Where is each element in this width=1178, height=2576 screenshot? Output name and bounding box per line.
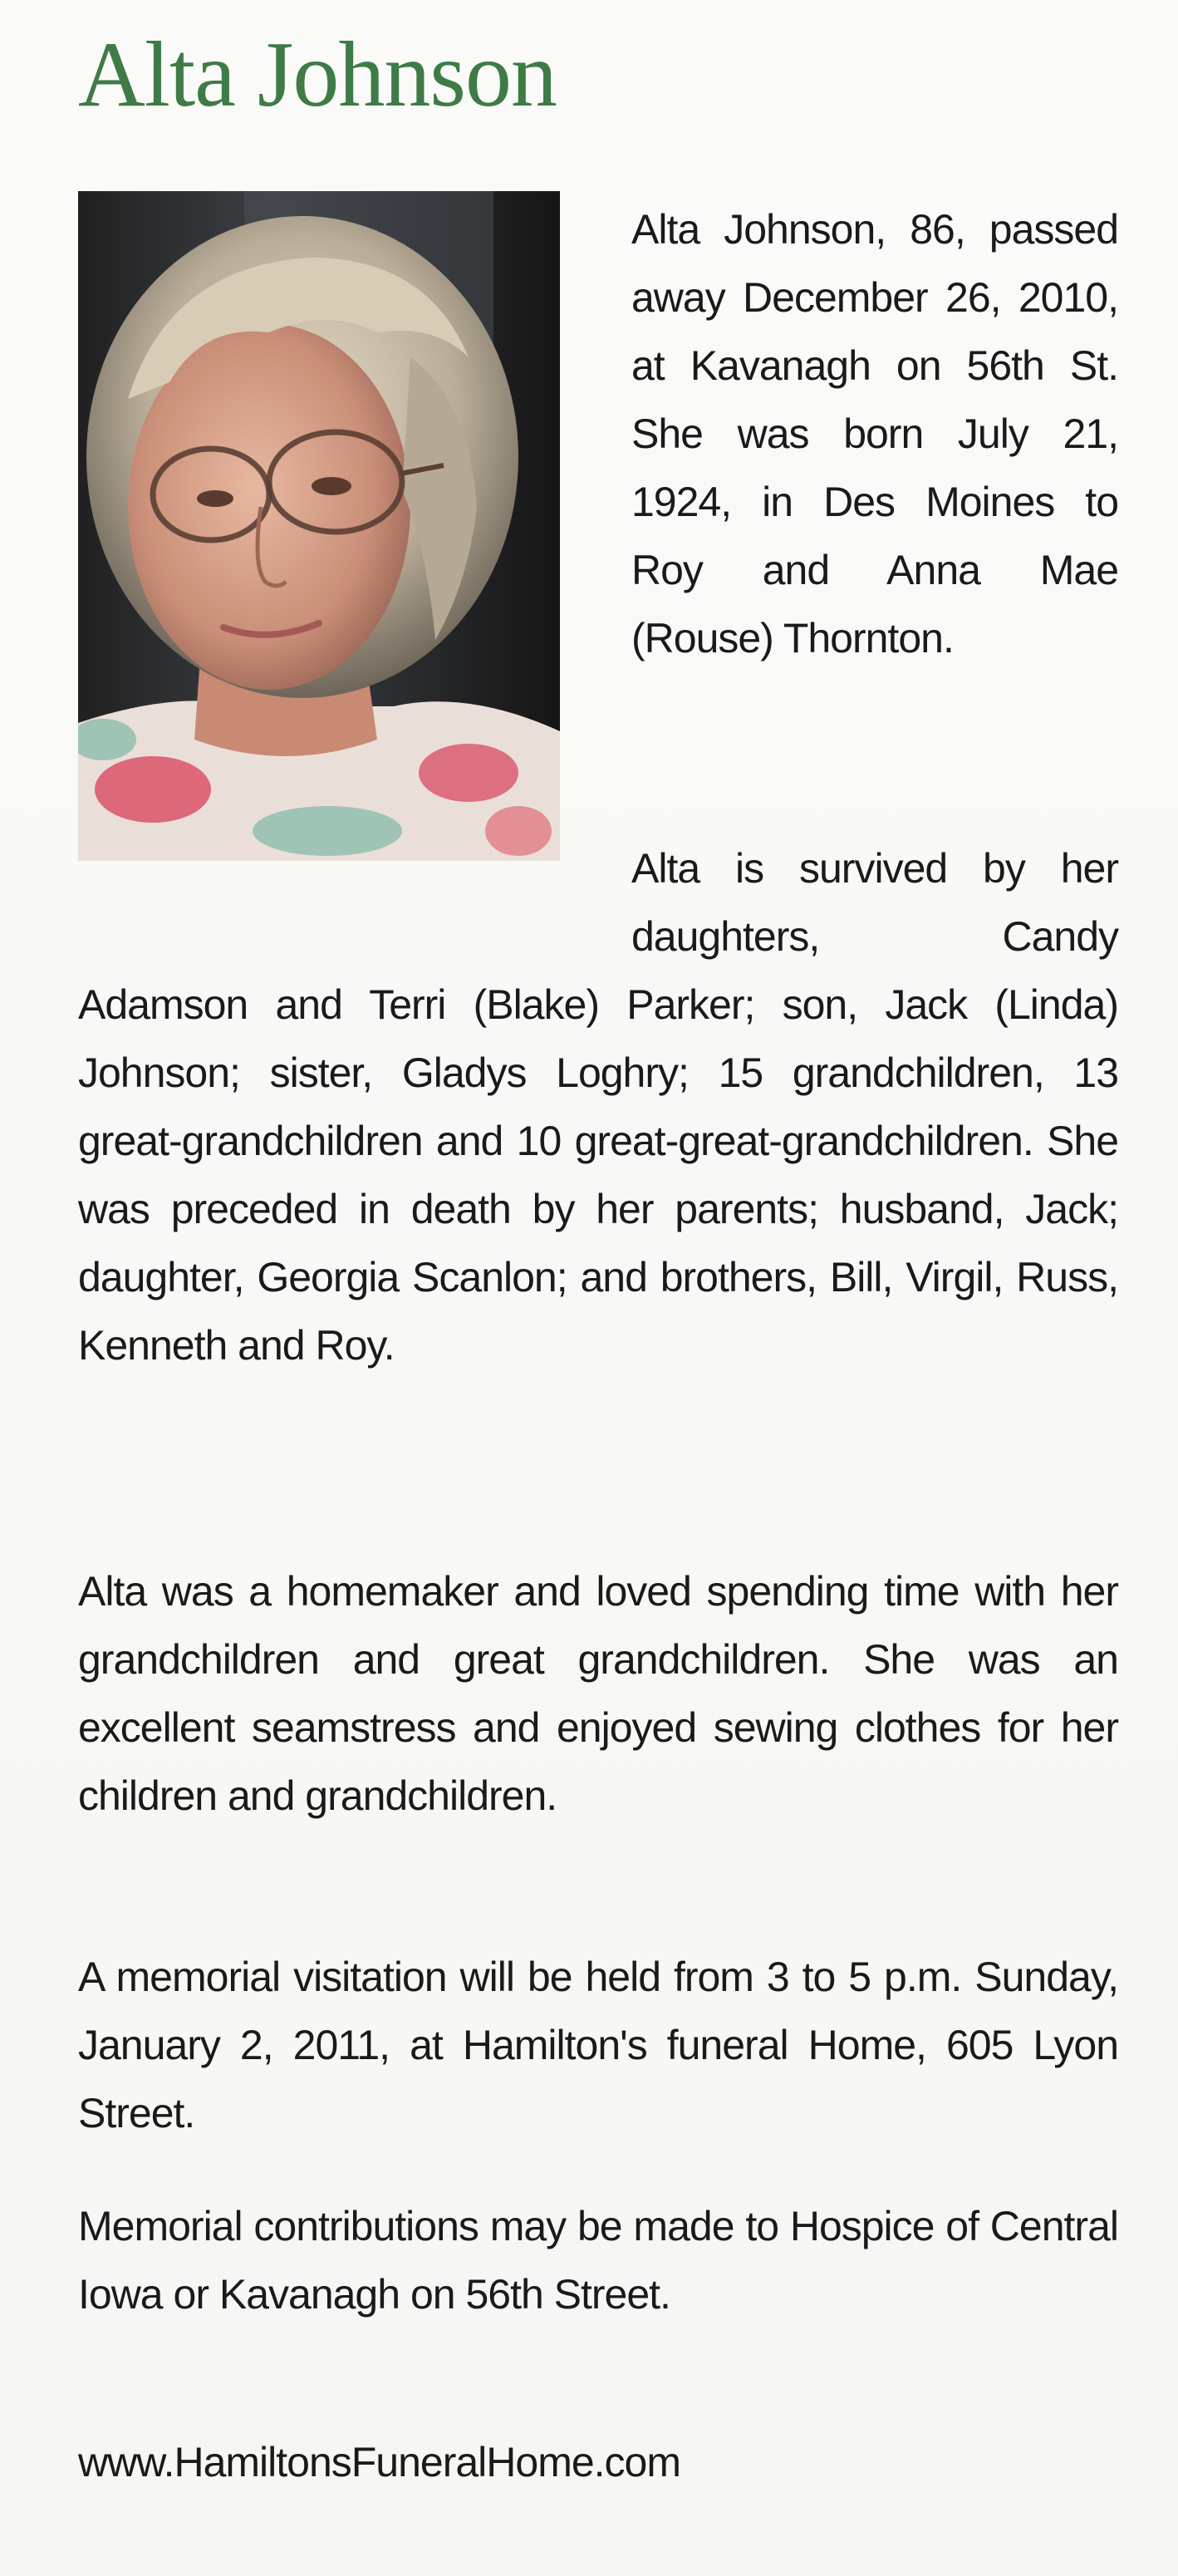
obituary-paragraph-1: Alta Johnson, 86, passed away December 26, 2010, at Kavanagh on 56th St. She was born July 21, 1924, in Des Moines to Roy and Anna Mae (Rouse) Thornton. — [631, 206, 1118, 661]
obituary-paragraph-5: Memorial contributions may be made to Hospice of Central Iowa or Kavanagh on 56th Street. — [78, 2203, 1118, 2318]
obituary-paragraph-2: Alta is survived by her daughters, Candy Adamson and Terri (Blake) Parker; son, Jack (Linda) Johnson; sister, Gladys Loghry; 15 grandchildren, 13 great-grandchildren and 10 great-great-grandchildren. She was preceded in death by her parents; husband, Jack; daughter, Georgia Scanlon; and brothers, Bill, Virgil, Russ, Kenneth and Roy. — [78, 845, 1118, 1369]
obituary-title: Alta Johnson — [78, 23, 557, 126]
portrait-image — [78, 191, 560, 861]
funeral-home-website: www.HamiltonsFuneralHome.com — [78, 2439, 681, 2485]
obituary-paragraph-3: Alta was a homemaker and loved spending time with her grandchildren and great grandchildren. She was an excellent seamstress and enjoyed sewing clothes for her children and grandchildren. — [78, 1568, 1118, 1819]
portrait-photo — [78, 191, 560, 861]
obituary-paragraph-4: A memorial visitation will be held from 3 to 5 p.m. Sunday, January 2, 2011, at Hamilton's funeral Home, 605 Lyon Street. — [78, 1954, 1118, 2136]
